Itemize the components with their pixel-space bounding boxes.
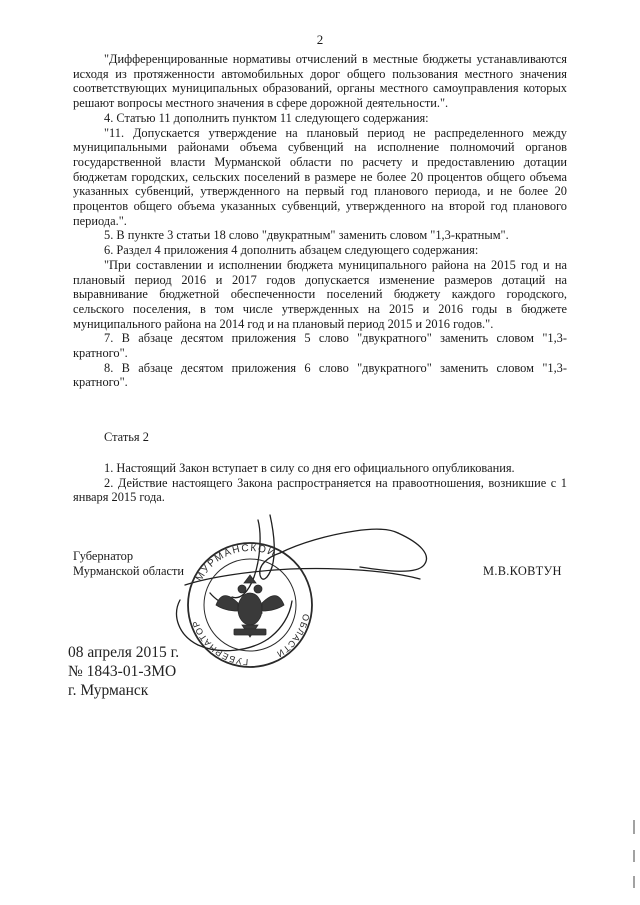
document-body xyxy=(73,52,567,390)
signatory-title-line-2: Мурманской области xyxy=(73,564,185,578)
signatory-name: М.В.КОВТУН xyxy=(483,564,562,578)
paragraph-budget-2015: "При составлении и исполнении бюджета муниципального района на 2015 год и на плановый период 2016 и 2017 годов допускается изменение размеров дотаций на выравнивание бюджетной обеспеченности поселений бюджету каждого городского, сельского поселения, в том числе утвержденных на 2015 и 2016 годы в бюджете муниципального района на 2014 год и на плановый период 2015 и 2016 годов.". xyxy=(73,257,567,331)
signatory-title-line-1: Губернатор xyxy=(73,549,134,563)
official-seal-icon xyxy=(150,505,450,690)
paragraph-item-7: 7. В абзаце десятом приложения 5 слово "двукратного" заменить словом "1,3-кратного". xyxy=(73,331,567,361)
article-2-item-2: 2. Действие настоящего Закона распространяется на правоотношения, возникшие с 1 января 2015 года. xyxy=(73,475,567,505)
svg-text:ОБЛАСТИ xyxy=(274,613,311,660)
scan-edge-marks xyxy=(630,820,638,890)
paragraph-item-4: 4. Статью 11 дополнить пунктом 11 следующего содержания: xyxy=(104,110,429,125)
seal-text-left: ГУБЕРНАТОР xyxy=(190,618,249,668)
seal-text-right: ОБЛАСТИ xyxy=(274,612,312,660)
article-2-heading: Статья 2 xyxy=(104,430,149,444)
article-2-body xyxy=(73,461,567,505)
stamp-city: г. Мурманск xyxy=(68,682,149,699)
round-seal xyxy=(188,543,312,667)
registration-stamp xyxy=(68,643,179,700)
page-number: 2 xyxy=(316,32,324,47)
paragraph-item-5: 5. В пункте 3 статьи 18 слово "двукратным" заменить словом "1,3-кратным". xyxy=(104,228,509,243)
seal-text-top: МУРМАНСКОЙ xyxy=(194,542,278,584)
stamp-number: № 1843-01-ЗМО xyxy=(68,663,177,680)
paragraph-differentiated-norms: "Дифференцированные нормативы отчислений в местные бюджеты устанавливаются исходя из протяженности автомобильных дорог общего пользования местного значения соответствующих муниципальных образований, органы местного самоуправления которых решают вопросы местного значения в сфере дорожной деятельности.". xyxy=(73,52,567,111)
paragraph-item-11-text: "11. Допускается утверждение на плановый период не распределенного между муниципальными районами объема субвенций на исполнение полномочий органов государственной власти Мурманской области по расчету и предоставлению дотации бюджетам городских, сельских поселений в размере не более 20 процентов общего объема указанных субвенций, утвержденного на первый год планового периода, и не более 20 процентов общего объема указанных субвенций, утвержденного на второй год планового периода.". xyxy=(73,125,567,228)
paragraph-item-6: 6. Раздел 4 приложения 4 дополнить абзацем следующего содержания: xyxy=(104,243,479,258)
article-2-item-1: 1. Настоящий Закон вступает в силу со дня его официального опубликования. xyxy=(104,461,515,475)
eagle-emblem-icon xyxy=(216,575,284,637)
stamp-date: 08 апреля 2015 г. xyxy=(68,644,180,661)
paragraph-item-8: 8. В абзаце десятом приложения 6 слово "двукратного" заменить словом "1,3-кратного". xyxy=(73,360,567,390)
seal-and-signature xyxy=(150,505,450,690)
